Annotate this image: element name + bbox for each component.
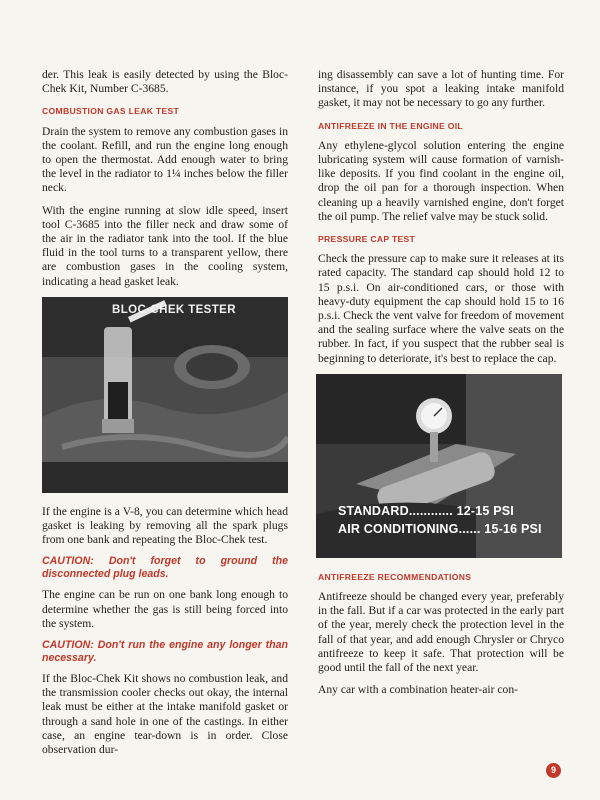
spec-standard-dots: ............ xyxy=(408,503,453,518)
heading-antifreeze-recommendations: ANTIFREEZE RECOMMENDATIONS xyxy=(318,571,472,582)
paragraph-pressure-cap: Check the pressure cap to make sure it releases at its rated capacity. The standard cap should hold 12 to 15 p.s.i. On air-conditioned cars, or those with heavy-duty equipment the cap should hold 15 to 16 p.s.i. Check the vent valve for freedom of movement and the sealing surface where the valve seats on the rubber. In fact, if you suspect that the rubber seal is beginning to deteriorate, it's best to replace the cap. xyxy=(318,252,564,365)
bloc-chek-tester-photo xyxy=(42,297,288,493)
paragraph-heater-air: Any car with a combination heater-air con- xyxy=(318,683,518,697)
heading-antifreeze-engine-oil: ANTIFREEZE IN THE ENGINE OIL xyxy=(318,120,463,131)
paragraph-one-bank: The engine can be run on one bank long enough to determine whether the gas is still being forced into the system. xyxy=(42,588,288,630)
photo-label-bloc-chek-tester: BLOC-CHEK TESTER xyxy=(112,303,236,316)
pressure-cap-tester-photo xyxy=(316,374,562,558)
paragraph-v8-engine: If the engine is a V-8, you can determine which head gasket is leaking by removing all the spark plugs from one bank and repeating the Bloc-Chek test. xyxy=(42,504,288,547)
spec-ac-label: AIR CONDITIONING xyxy=(338,521,459,536)
paragraph-antifreeze-change: Antifreeze should be changed every year, preferably in the fall. But if a car was protected in the early part of the year, merely check the protection level in the fall of that year, and add enough Chrysler or Chryco antifreeze to keep it safe. That protection will be good until the fall of the next year. xyxy=(318,590,564,675)
paragraph-disassembly: ing disassembly can save a lot of hunting time. For instance, if you spot a leaking intake manifold gasket, it may not be necessary to go any further. xyxy=(318,68,564,110)
paragraph-no-combustion-leak: If the Bloc-Chek Kit shows no combustion leak, and the transmission cooler checks out okay, the internal leak must be either at the intake manifold gasket or through a sand hole in one of the castings. In either case, an engine tear-down is in order. Close observation dur- xyxy=(42,672,288,757)
spec-row-standard xyxy=(338,504,514,518)
right-column xyxy=(318,68,564,705)
heading-pressure-cap-test: PRESSURE CAP TEST xyxy=(318,234,416,245)
spec-ac-dots: ...... xyxy=(458,521,481,536)
spec-standard-label: STANDARD xyxy=(338,503,409,518)
spec-standard-value: 12-15 PSI xyxy=(456,503,514,518)
heading-combustion-gas-leak-test: COMBUSTION GAS LEAK TEST xyxy=(42,106,180,117)
engine-photo-illustration xyxy=(42,297,288,493)
left-column xyxy=(42,68,288,765)
paragraph-drain-system: Drain the system to remove any combustion gases in the coolant. Refill, and run the engine long enough to open the thermostat. Add enough water to bring the level in the radiator to 1¼ inches below the filler neck. xyxy=(42,124,288,195)
caution-ground-plug-leads: CAUTION: Don't forget to ground the disconnected plug leads. xyxy=(42,555,288,581)
paragraph-continuation: der. This leak is easily detected by using the Bloc-Chek Kit, Number C-3685. xyxy=(42,68,288,96)
paragraph-ethylene-glycol: Any ethylene-glycol solution entering the engine lubricating system will cause formation of varnish-like deposits. If you find coolant in the engine oil, drop the oil pan for a thorough inspection. When cleaning up a heavily varnished engine, don't forget the oil pump. The relief valve may be stuck solid. xyxy=(318,138,564,223)
page-number: 9 xyxy=(546,763,561,778)
paragraph-idle-speed: With the engine running at slow idle speed, insert tool C-3685 into the filler neck and draw some of the air in the radiator tank into the tool. If the blue fluid in the tool turns to a transparent yellow, there are combustion gases in the cooling system, indicating a head gasket leak. xyxy=(42,203,288,288)
spec-ac-value: 15-16 PSI xyxy=(484,521,542,536)
spec-row-air-conditioning xyxy=(338,522,542,536)
caution-engine-running: CAUTION: Don't run the engine any longer than necessary. xyxy=(42,639,288,665)
